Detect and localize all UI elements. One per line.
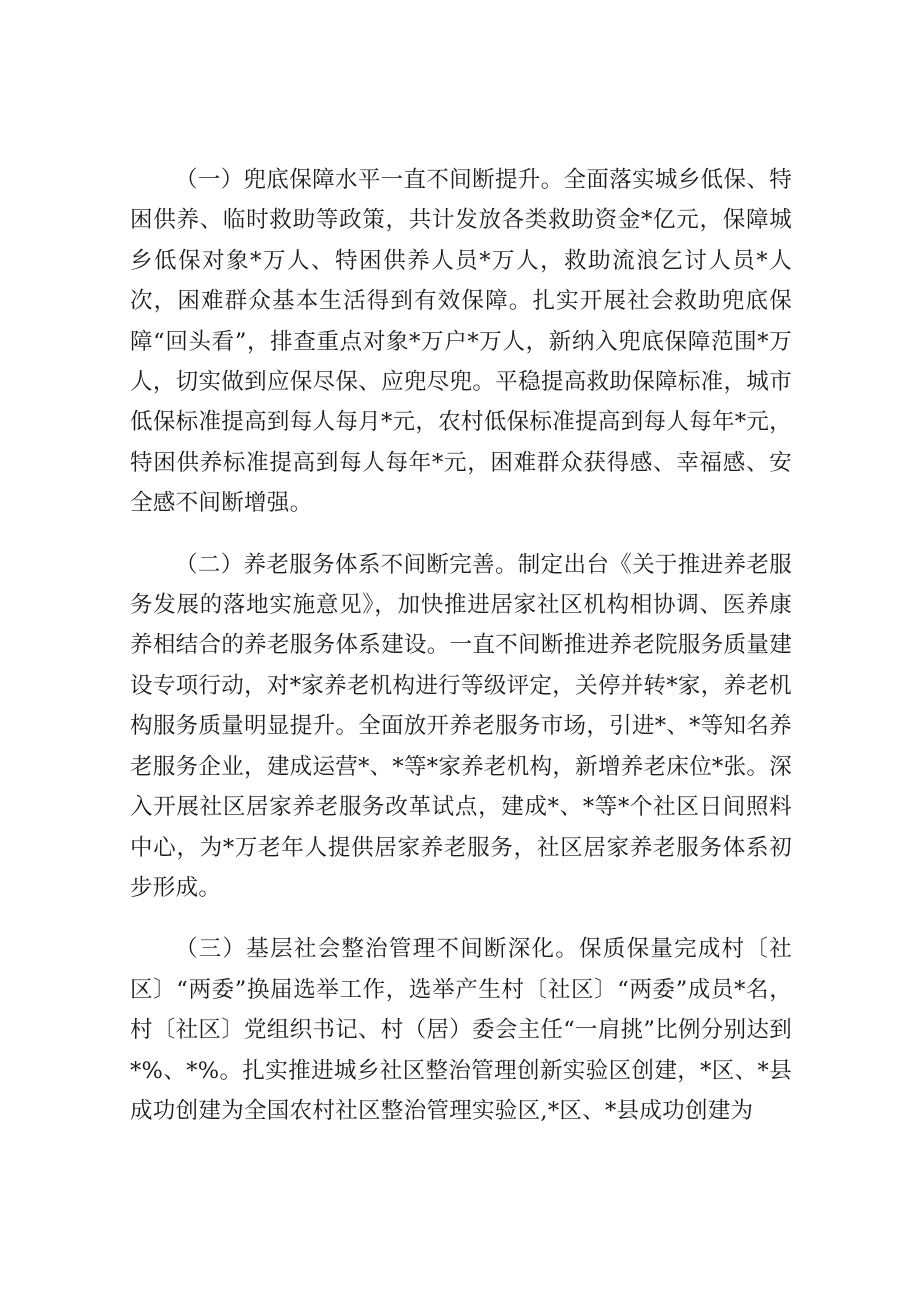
paragraph-elderly-care: （二）养老服务体系不间断完善。制定出台《关于推进养老服务发展的落地实施意见》，加快推进居家社区机构相协调、医养康养相结合的养老服务体系建设。一直不间断推进养老院服务质量建设专项行动，对*家养老机构进行等级评定，关停并转*家，养老机构服务质量明显提升。全面放开养老服务市场，引进*、*等知名养老服务企业，建成运营*、*等*家养老机构，新增养老床位*张。深入开展社区居家养老服务改革试点，建成*、*等*个社区日间照料中心，为*万老年人提供居家养老服务，社区居家养老服务体系初步形成。 bbox=[130, 551, 792, 901]
document-body bbox=[130, 160, 792, 1152]
paragraph-relief-security: （一）兜底保障水平一直不间断提升。全面落实城乡低保、特困供养、临时救助等政策，共计发放各类救助资金*亿元，保障城乡低保对象*万人、特困供养人员*万人，救助流浪乞讨人员*人次，困难群众基本生活得到有效保障。扎实开展社会救助兜底保障“回头看”，排查重点对象*万户*万人，新纳入兜底保障范围*万人，切实做到应保尽保、应兜尽兜。平稳提高救助保障标准，城市低保标准提高到每人每月*元，农村低保标准提高到每人每年*元，特困供养标准提高到每人每年*元，困难群众获得感、幸福感、安全感不间断增强。 bbox=[130, 167, 792, 517]
paragraph-community-governance: （三）基层社会整治管理不间断深化。保质保量完成村〔社区〕“两委”换届选举工作，选举产生村〔社区〕“两委”成员*名，村〔社区〕党组织书记、村（居）委会主任“一肩挑”比例分别达到*%、*%。扎实推进城乡社区整治管理创新实验区创建，*区、*县成功创建为全国农村社区整治管理实验区,*区、*县成功创建为 bbox=[130, 936, 793, 1124]
